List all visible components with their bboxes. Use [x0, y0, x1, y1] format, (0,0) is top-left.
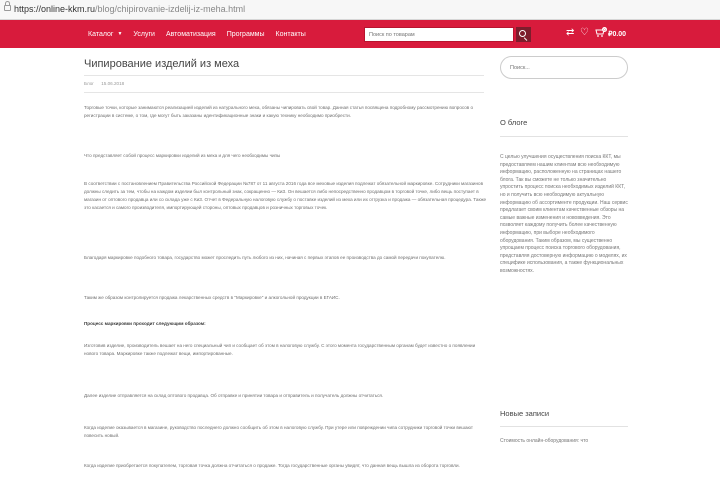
nav-item-services[interactable]: Услуги — [133, 30, 155, 38]
article-date: 15.06.2018 — [101, 81, 125, 86]
article-paragraph: Когда изделие оказывается в магазине, руководство последнего должно сообщить об этом в налоговую службу. При утере или повреждении чипа сотрудники торговой точки вешают повесить новый. — [84, 425, 473, 438]
article-paragraph: Когда изделие приобретается покупателем, торговая точка должна отчитаться о продаже. Тогда государственные органы увидят, что данная вещь вышла из оборота торговли. — [84, 463, 460, 468]
title-divider — [84, 75, 484, 76]
chevron-down-icon: ▼ — [117, 30, 123, 37]
nav-menu — [88, 20, 317, 48]
heart-icon[interactable]: ♡ — [580, 27, 589, 38]
recent-post-link[interactable]: Стоимость онлайн-оборудования: что — [500, 438, 589, 444]
article-paragraph: Таким же образом контролируется продажа лекарственных средств в "Маркировке" и алкогольной продукции в ЕГАИС. — [84, 295, 340, 300]
nav-item-catalog-label: Каталог — [88, 30, 114, 38]
article-paragraph: Благодаря маркировке подобного товара, государство может проследить путь любого из них, начиная с первых этапов ее производства до самой передачи покупателю. — [84, 255, 446, 260]
product-search-input[interactable] — [364, 27, 514, 42]
cart-count-badge: 0 — [603, 27, 606, 32]
url-path: /blog/chipirovanie-izdelij-iz-meha.html — [95, 4, 246, 14]
article-paragraph: В соответствии с постановлением Правительства Российской Федерации №787 от 11 августа 2016 года все меховые изделия подлежат обязательной маркировке. Сотрудники магазинов должны следить за тем, чтобы на каждом изделии был контрольный знак, сокращенно — КиЗ. Он вешается либо непосредственно продавцом в торговой точке, либо вещь поступает в магазин от оптового продавца или со склада уже с КиЗ. Отчет в Федеральную налоговую службу о поставке изделий из меха или их отгрузка и продажа — обязательная процедура. Также это касается и самого производителя, импортирующей стороны, оптовых продавцов и розничных торговых точек. — [84, 181, 487, 210]
article-meta — [84, 81, 124, 86]
article-paragraph: Торговые точки, которые занимаются реализацией изделий из натурального меха, обязаны чипировать свой товар. Данная статья посвящена подробному рассмотрению вопросов о регистрации в системе, о том, где могут быть заказаны идентификационные знаки и какую технику необходимо приобрести. — [84, 105, 474, 118]
lock-icon — [4, 5, 11, 11]
about-text: С целью улучшения осуществления поиска ККТ, мы предоставляем нашим клиентам всю необходимую информацию, расположенную на страницах нашего блога. Так вы сможете не только значительно упростить процесс поиска необходимых изделий ККТ, но и получить всю необходимую актуальную информацию об ассортименте продукции. Наш сервис предлагает своим клиентам качественные обзоры на самые важные изменения и нововведения. Это позволяет каждому получить более качественную информацию, при выборе необходимого оборудования. Таким образом, мы существенно упрощаем процесс поиска торгового оборудования, представляя достоверную информацию о моделях, их специфике использования, а также функциональных возможностях. — [500, 154, 628, 274]
article-paragraph: Изготовив изделие, производитель вешает на него специальный чип и сообщает об этом в налоговую службу. С этого момента государственным органам будет известно о появлении нового товара. Маркировке также подлежат вещи, импортированные. — [84, 343, 476, 356]
nav-item-automation[interactable]: Автоматизация — [165, 30, 216, 38]
about-heading: О блоге — [500, 118, 528, 127]
article-title: Чипирование изделий из меха — [84, 58, 240, 70]
nav-item-catalog[interactable] — [88, 31, 122, 38]
nav-item-programs[interactable]: Программы — [226, 30, 265, 38]
article-paragraph: Что представляет собой процесс маркировки изделий из меха и для чего необходимы чипы — [84, 153, 281, 158]
article-category-link[interactable]: Блог — [84, 81, 94, 86]
search-icon — [519, 30, 526, 37]
recent-posts-heading: Новые записи — [500, 409, 550, 418]
cart-total[interactable]: ₽0.00 — [608, 31, 627, 38]
meta-divider — [84, 92, 484, 93]
recent-posts-divider — [500, 426, 628, 427]
nav-item-contacts[interactable]: Контакты — [275, 30, 306, 38]
url-host: https://online-kkm.ru — [14, 4, 96, 14]
article-paragraph: Далее изделие отправляется на склад оптового продавца. Об отправке и принятии товара и отправитель и получатель должны отчитаться. — [84, 393, 384, 398]
browser-address-bar[interactable] — [0, 0, 720, 20]
url-text[interactable] — [14, 4, 245, 14]
about-divider — [500, 136, 628, 137]
product-search-button[interactable] — [516, 27, 531, 42]
article-paragraph-bold: Процесс маркировки проходит следующим образом: — [84, 321, 206, 326]
blog-search-input[interactable] — [500, 56, 628, 79]
compare-icon[interactable]: ⇄ — [566, 27, 575, 38]
main-navbar — [0, 20, 720, 48]
